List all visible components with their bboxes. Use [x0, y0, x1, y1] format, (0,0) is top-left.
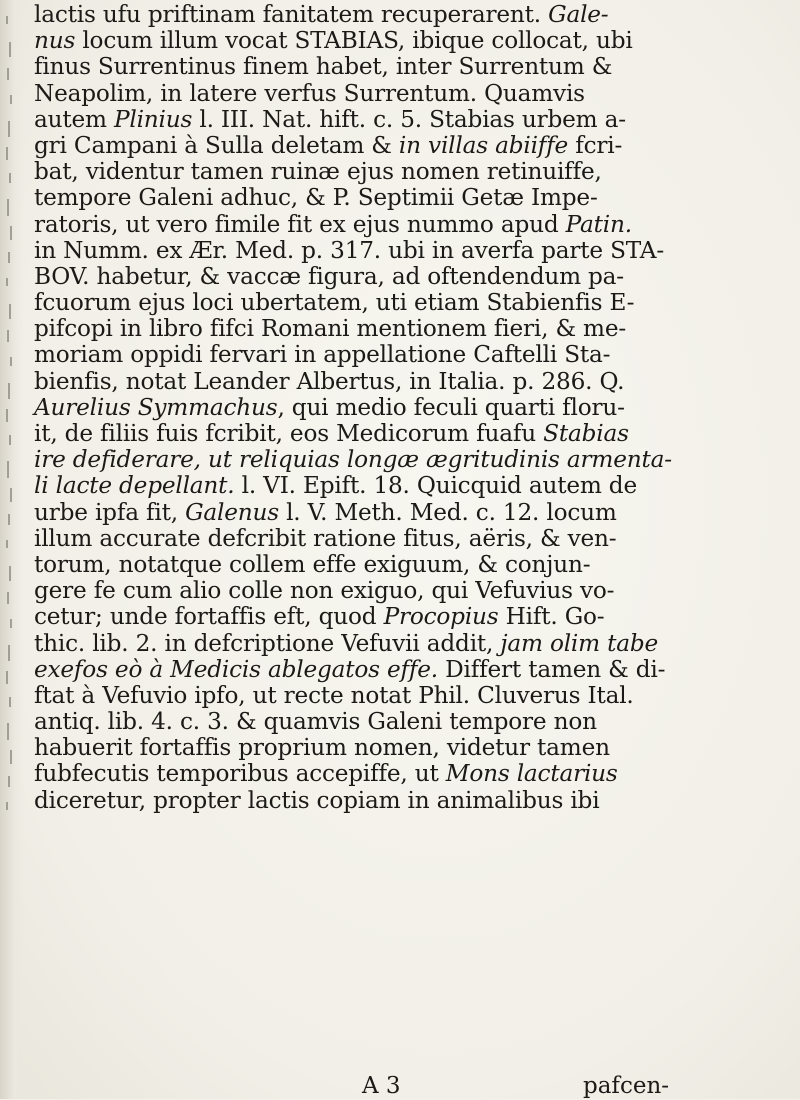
- text-line: [34, 500, 774, 526]
- italic-text: Patin.: [565, 210, 632, 238]
- gutter-mark: [9, 435, 11, 445]
- italic-text: Procopius: [383, 603, 499, 631]
- text-run: fcri-: [568, 131, 623, 159]
- text-line: [34, 369, 774, 395]
- gutter-mark: [10, 750, 12, 764]
- italic-text: jam olim tabe: [500, 629, 659, 657]
- gutter-mark: [10, 488, 12, 502]
- gutter-mark: [9, 566, 11, 581]
- text-line: [34, 735, 774, 761]
- gutter-mark: [10, 619, 12, 628]
- text-run: , qui medio feculi quarti floru-: [277, 393, 625, 421]
- text-run: pifcopi in libro fifci Romani mentionem fieri, & me-: [34, 315, 626, 343]
- gutter-mark: [8, 514, 10, 525]
- text-run: lactis ufu priftinam fanitatem recuperarent.: [34, 1, 549, 28]
- text-line: [34, 185, 774, 211]
- text-run: diceretur, propter lactis copiam in animalibus ibi: [34, 786, 600, 814]
- gutter-mark: [8, 121, 10, 137]
- text-run: antiq. lib. 4. c. 3. & quamvis Galeni tempore non: [34, 708, 597, 736]
- gutter-mark: [6, 409, 8, 422]
- text-run: habuerit fortaffis proprium nomen, videtur tamen: [34, 734, 610, 762]
- text-line: [34, 264, 774, 290]
- page-footer: [34, 1073, 774, 1100]
- gutter-mark: [6, 671, 8, 684]
- text-line: [34, 421, 774, 447]
- text-line: [34, 28, 774, 54]
- text-run: cetur; unde fortaffis eft, quod: [34, 603, 384, 631]
- gutter-mark: [8, 645, 10, 661]
- text-line: [34, 81, 774, 107]
- text-line: [34, 578, 774, 604]
- gutter-mark: [10, 357, 12, 366]
- gutter-mark: [7, 461, 9, 478]
- text-line: [34, 473, 774, 499]
- text-line: [34, 395, 774, 421]
- text-line: [34, 2, 774, 28]
- text-run: BOV. habetur, & vaccæ figura, ad oftendendum pa-: [34, 262, 624, 290]
- italic-text: exefos eò à Medicis ablegatos effe.: [34, 655, 438, 683]
- catchword: pafcen-: [583, 1073, 670, 1099]
- italic-text: Aurelius Symmachus: [34, 393, 278, 421]
- text-run: tempore Galeni adhuc, & P. Septimii Getæ Impe-: [34, 184, 598, 212]
- text-line: [34, 342, 774, 368]
- text-run: ftat à Vefuvio ipfo, ut recte notat Phil. Cluverus Ital.: [34, 681, 634, 709]
- text-line: [34, 107, 774, 133]
- text-run: l. VI. Epift. 18. Quicquid autem de: [234, 472, 637, 500]
- text-run: locum illum vocat STABIAS, ibique collocat, ubi: [75, 27, 633, 55]
- text-line: [34, 526, 774, 552]
- gutter-mark: [7, 592, 9, 604]
- text-run: l. III. Nat. hift. c. 5. Stabias urbem a-: [192, 105, 626, 133]
- text-line: [34, 631, 774, 657]
- text-run: it, de filiis fuis fcribit, eos Medicorum fuafu: [34, 420, 544, 447]
- text-line: [34, 54, 774, 80]
- gutter-mark: [9, 697, 11, 707]
- italic-text: in villas abiiffe: [398, 131, 569, 159]
- text-run: Differt tamen & di-: [437, 655, 666, 683]
- text-run: urbe ipfa fit,: [34, 498, 186, 526]
- signature-mark: A 3: [362, 1073, 401, 1099]
- text-run: gri Campani à Sulla deletam &: [34, 131, 399, 159]
- text-line: [34, 290, 774, 316]
- text-run: l. V. Meth. Med. c. 12. locum: [278, 498, 617, 526]
- text-line: [34, 159, 774, 185]
- gutter-mark: [9, 173, 11, 183]
- gutter-mark: [7, 68, 9, 80]
- gutter-mark: [8, 776, 10, 787]
- text-line: [34, 316, 774, 342]
- text-line: [34, 761, 774, 787]
- text-line: [34, 683, 774, 709]
- gutter-mark: [6, 16, 8, 24]
- text-run: thic. lib. 2. in defcriptione Vefuvii addit,: [34, 629, 501, 657]
- italic-text: Galenus: [185, 498, 279, 526]
- text-run: moriam oppidi fervari in appellatione Caftelli Sta-: [34, 341, 611, 369]
- italic-text: nus: [34, 27, 76, 55]
- text-line: [34, 133, 774, 159]
- text-run: ratoris, ut vero fimile fit ex ejus nummo apud: [34, 210, 566, 238]
- text-run: Neapolim, in latere verfus Surrentum. Quamvis: [34, 79, 585, 107]
- italic-text: Plinius: [113, 105, 193, 133]
- gutter-mark: [8, 252, 10, 263]
- text-line: [34, 447, 774, 473]
- text-line: [34, 788, 774, 814]
- gutter-mark: [7, 199, 9, 216]
- text-line: [34, 238, 774, 264]
- text-run: fcuorum ejus loci ubertatem, uti etiam Stabienfis E-: [34, 289, 635, 317]
- gutter-mark: [6, 540, 8, 548]
- text-run: bat, videntur tamen ruinæ ejus nomen retinuiffe,: [34, 158, 602, 186]
- text-run: illum accurate defcribit ratione fitus, aëris, & ven-: [34, 524, 617, 552]
- gutter-mark: [9, 304, 11, 319]
- text-run: bienfis, notat Leander Albertus, in Italia. p. 286. Q.: [34, 367, 625, 395]
- italic-text: ire defiderare, ut reliquias longæ ægritudinis armenta-: [34, 446, 672, 474]
- text-line: [34, 604, 774, 630]
- text-run: finus Surrentinus finem habet, inter Surrentum &: [34, 53, 613, 81]
- gutter-mark: [7, 330, 9, 342]
- text-line: [34, 657, 774, 683]
- text-run: torum, notatque collem effe exiguum, & conjun-: [34, 550, 591, 578]
- gutter-marks: [6, 6, 16, 1006]
- text-run: fubfecutis temporibus accepiffe, ut: [34, 760, 446, 788]
- italic-text: Stabias: [543, 420, 629, 447]
- text-run: gere fe cum alio colle non exiguo, qui Vefuvius vo-: [34, 577, 615, 605]
- italic-text: li lacte depellant.: [34, 472, 235, 500]
- italic-text: Mons lactarius: [445, 760, 618, 788]
- gutter-mark: [10, 95, 12, 104]
- text-run: Hift. Go-: [498, 603, 605, 631]
- gutter-mark: [6, 278, 8, 286]
- gutter-mark: [6, 147, 8, 160]
- italic-text: Gale-: [548, 1, 609, 28]
- text-run: in Numm. ex Ær. Med. p. 317. ubi in averfa parte STA-: [34, 236, 664, 264]
- gutter-mark: [7, 723, 9, 740]
- body-text: [34, 2, 774, 814]
- gutter-mark: [9, 42, 11, 57]
- text-line: [34, 709, 774, 735]
- gutter-mark: [6, 802, 8, 810]
- gutter-mark: [10, 226, 12, 240]
- text-run: autem: [34, 105, 114, 133]
- gutter-mark: [8, 383, 10, 399]
- text-line: [34, 552, 774, 578]
- text-line: [34, 212, 774, 238]
